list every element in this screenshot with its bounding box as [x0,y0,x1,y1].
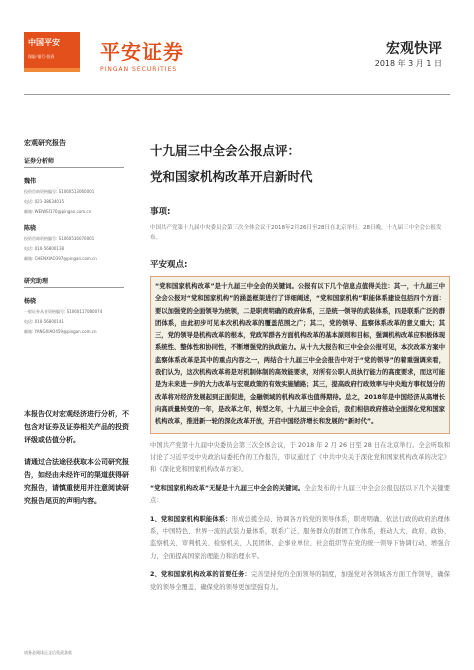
analyst-phone: 电话: 021-38634015 [24,199,65,204]
assistant-card [24,296,130,335]
body-paragraph [150,514,450,564]
brand-name: 平安证券 [100,40,184,64]
key-views-text: “党和国家机构改革”是十九届三中全会的关键词。公报有以下几个信息点值得关注：其一，十九届三中全会公报对“党和国家机构”的涵盖框架进行了详细阐述，“党和国家机构”职能体系建设包括四个方面：要以加强党的全面领导为统领，二是职责明确的政府体系，三是统一领导的武装体系，四是联系广泛的群团体系，由此初步可见本次机构改革的覆盖范围之广；其二，党的领导、监察体系改革的意义重大；其三，党的领导是机构改革的根本，党政军群各方面机构改革的基本原则和目标，强调机构改革应积极体现系统性、整体性和协同性，不断增强党的执政能力。从十九大报告和三中全会公报可见，本次改革方案中监察体系改革是其中的重点内容之一，两结合十九届三中全会报告中对于“党的领导”的着重强调来看，我们认为，这次机构改革将是对机制体制的高效能要求，对所有公职人员执行能力的高度要求，而这可能是为未来进一步的大力改革与宏观政策的有效实施铺路；其三，提高政府行政效率与中央地方事权划分的改革将对经济发展起到正面促进，金融领域的机构改革也值得期待。总之，2018年是中国经济从高增长向高质量转变的一年，是改革之年，转型之年，十九届三中全会后，我们相信政府推动全面深化党和国家机构改革，推进新一轮的深化改革开放，开启中国经济增长和发展的“新时代”。 [155,283,445,426]
analyst-email[interactable]: 邮箱: WEIWEI170@pingan.com.cn [24,209,92,214]
brand-english-name: PINGAN SECURITIES [100,66,178,73]
analyst-name: 魏伟 [24,178,37,185]
body-paragraph [150,569,450,594]
paragraph-text: 完善坚持党的全面领导的制度，加强党对各领域各方面工作领导，确保党的领导全覆盖，确保党的领导更加坚强有力。 [150,571,450,591]
disclaimer-source: 请通过合法途径获取本公司研究报告，如经由未经许可的渠道获得研究报告，请慎重使用并注意阅读研究报告尾页的声明内容。 [24,458,129,505]
analyst-card [24,176,130,215]
page-footer: 请务必阅读正文后免责条款 [24,650,72,655]
report-header [0,0,474,100]
disclaimer [24,408,130,508]
assistant-license: 一般证券从业资格编号: S1060117080074 [24,309,103,314]
event-heading: 事项: [150,207,171,217]
main-content [150,132,450,594]
report-category: 宏观研究报告 [24,139,66,147]
report-date: 2018 年 3 月 1 日 [374,59,442,68]
paragraph-lead: 2、党和国家机构改革的首要任务： [150,571,251,579]
assistant-email[interactable]: 邮箱: YANGXIAO459@pingan.com.cn [24,329,97,334]
report-title-line-2: 党和国家机构改革开启新时代 [150,169,313,184]
analyst-card [24,223,130,262]
logo-subtext: 保险·银行·投资 [28,54,55,59]
paragraph-text: 全会发布的十九届三中全会公报包括以下几个关键要点： [150,484,450,505]
disclaimer-spacer [24,447,130,456]
report-title-line-1: 十九届三中全会公报点评： [150,143,301,158]
analyst-phone: 电话: 010-56800138 [24,246,65,251]
sidebar [24,138,130,335]
paragraph-lead: 1、党和国家机构职能体系： [150,515,232,523]
disclaimer-scope: 本报告仅对宏观经济进行分析，不包含对证券及证券相关产品的投资评级或估值分析。 [24,410,129,444]
views-heading: 平安观点: [150,260,188,270]
body-paragraph [150,483,450,508]
header-divider [24,94,450,95]
analyst-license: 投资咨询资格编号: S1060513060001 [24,189,95,194]
logo-text: 中国平安 [28,38,60,47]
assistant-name: 杨骁 [24,298,37,305]
body-paragraph: 中国共产党第十九届中央委员会第三次全体会议，于 2018 年 2 月 26 日至 28 日在北京举行。全会听取和讨论了习近平受中央政治局委托作的工作报告，审议通过了《中共中央关于深化党和国家机构改革的决定》和《深化党和国家机构改革方案》。 [150,441,450,474]
analysts-heading: 证券分析师 [24,156,124,168]
report-type: 宏观快评 [386,41,442,57]
analyst-license: 投资咨询资格编号: S1060516070001 [24,236,95,241]
logo-accent-bar [24,68,80,72]
brand [100,36,184,73]
paragraph-lead: “党和国家机构改革”无疑是十九届三中全会的关键词。 [150,484,305,492]
analyst-name: 陈骁 [24,225,37,232]
assistant-phone: 电话: 010-56800141 [24,319,65,324]
key-views-box [150,276,450,434]
analyst-email[interactable]: 邮箱: CHENXIAO397@pingan.com.cn [24,256,97,261]
pingan-logo [24,32,80,68]
event-text: 中国共产党第十九届中央委员会第三次全体会议于2018年2月26日至28日在北京举行。28日晚，十九届三中全会公报发布。 [150,225,442,241]
paragraph-text: 形成总揽全局、协调各方的党的领导体系，职责明确、依法行政的政府治理体系，中国特色、世界一流的武装力量体系，联系广泛、服务群众的群团工作体系，推动人大、政府、政协、监察机关、审判机关、检察机关、人民团体、企事业单位、社会组织等在党的统一领导下协调行动、增强合力，全面提高国家治理能力和治理水平。 [150,515,451,560]
assistant-heading: 研究助理 [24,276,124,288]
